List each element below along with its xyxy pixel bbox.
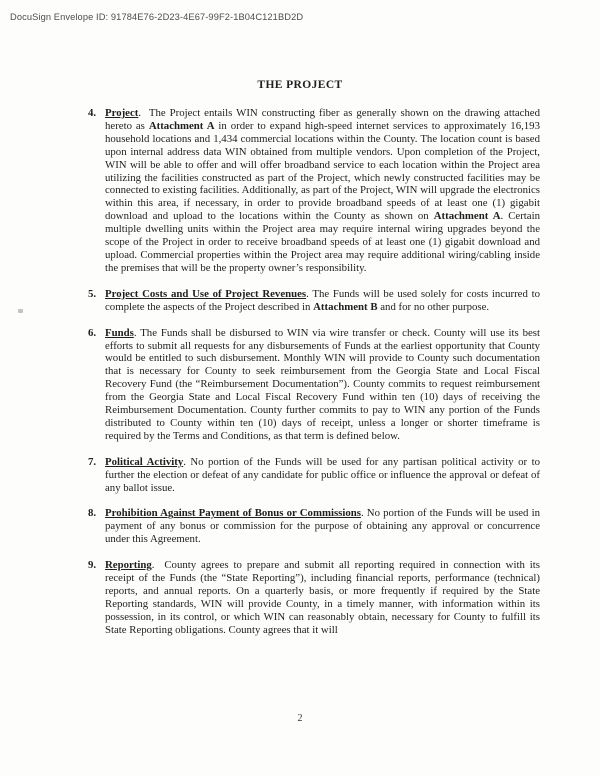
body-text: in order to expand high-speed internet services to approximately 16,193 household locations and 1,434 commercial locations within the County. The location count is based upon internal address data WIN obtained from multiple vendors. Upon completion of the Project, WIN will be able to offer and will offer broadband service to each location within the Project area utilizing the facilities constructed as part of the Project, which newly constructed facilities may be connected to existing facilities. Additionally, as part of the Project, WIN will upgrade the electronics within this area, if necessary, in order to provide broadband speeds of at least one (1) gigabit download and upload to the locations within the County as shown on (105, 119, 540, 223)
body-text: and for no other purpose. (377, 300, 490, 313)
section-heading: Funds (105, 326, 134, 339)
section-heading: Prohibition Against Payment of Bonus or Commissions (105, 507, 361, 520)
body-text: The Funds shall be disbursed to WIN via wire transfer or check. County will use its best efforts to submit all requests for any disbursements of Funds at the earliest opportunity that County would be entitled to such disbursement. Monthly WIN will provide to County such documentation that is necessary for County to seek reimbursement from the Georgia State and Local Fiscal Recovery Fund (the “Reimbursement Documentation”). County commits to request reimbursement from the Georgia State and Local Fiscal Recovery Fund within ten (10) days of receiving the Reimbursement Documentation. County further commits to pay to WIN any portion of the Funds distributed to County within ten (10) days of receipt, unless a longer or shorter timeframe is required by the Terms and Conditions, as that term is defined below. (105, 326, 540, 442)
section-paragraph: Prohibition Against Payment of Bonus or Commissions. No portion of the Funds will be used in payment of any bonus or commission for the purpose of obtaining any approval or concurrence under this Agreement. (105, 507, 540, 546)
section-heading: Political Activity (105, 455, 184, 468)
contract-section (88, 559, 540, 636)
body-text: No portion of the Funds will be used in payment of any bonus or commission for the purpose of obtaining any approval or concurrence under this Agreement. (105, 507, 540, 546)
bold-term: Attachment A (433, 210, 501, 223)
bold-term: Attachment B (313, 300, 378, 313)
section-paragraph: Project. The Project entails WIN constructing fiber as generally shown on the drawing attached hereto as Attachment A in order to expand high-speed internet services to approximately 16,193 household locations and 1,434 commercial locations within the County. The location count is based upon internal address data WIN obtained from multiple vendors. Upon completion of the Project, WIN will be able to offer and will offer broadband service to each location within the Project area utilizing the facilities constructed as part of the Project, which newly constructed facilities may be connected to existing facilities. Additionally, as part of the Project, WIN will upgrade the electronics within this area, if necessary, in order to provide broadband speeds of at least one (1) gigabit download and upload to the locations within the County as shown on Attachment A. Certain multiple dwelling units within the Project area may require internal wiring upgrades beyond the scope of the Project in order to receive broadband speeds of at least one (1) gigabit download and upload. Commercial properties within the Project area may require additional wiring/cabling inside the premises that will be the property owner’s responsibility. (105, 107, 540, 274)
contract-section (88, 288, 540, 314)
docusign-envelope-id: DocuSign Envelope ID: 91784E76-2D23-4E67-99F2-1B04C121BD2D (10, 12, 304, 22)
body-text: The Project entails WIN constructing fiber as generally shown on the drawing attached hereto as (105, 107, 540, 132)
contract-section (88, 456, 540, 495)
section-paragraph: Political Activity. No portion of the Funds will be used for any partisan political activity or to further the election or defeat of any candidate for public office or influence the approval or defeat of any ballot issue. (105, 455, 540, 494)
document-title: THE PROJECT (257, 79, 343, 91)
section-number: 4. (88, 107, 97, 119)
section-paragraph: Project Costs and Use of Project Revenues. The Funds will be used solely for costs incurred to complete the aspects of the Project described in Attachment B and for no other purpose. (105, 287, 540, 313)
contract-section (88, 107, 540, 275)
section-paragraph: Funds. The Funds shall be disbursed to WIN via wire transfer or check. County will use its best efforts to submit all requests for any disbursements of Funds at the earliest opportunity that County would be entitled to such disbursement. Monthly WIN will provide to County such documentation that is necessary for County to seek reimbursement from the Georgia State and Local Fiscal Recovery Fund (the “Reimbursement Documentation”). County commits to request reimbursement from the Georgia State and Local Fiscal Recovery Fund within ten (10) days of receiving the Reimbursement Documentation. County further commits to pay to WIN any portion of the Funds distributed to County within ten (10) days of receipt, unless a longer or shorter timeframe is required by the Terms and Conditions, as that term is defined below. (105, 326, 540, 442)
page-number: 2 (297, 713, 303, 724)
body-text: County agrees to prepare and submit all reporting required in connection with its receipt of the Funds (the “State Reporting”), including financial reports, performance (technical) reports, and annual reports. On a quarterly basis, or more frequently if required by the State Reporting standards, WIN will provide County, in a timely manner, with information within its possession, in its control, or which WIN can reasonably obtain, necessary for County to fulfill its State Reporting obligations. County agrees that it will (105, 559, 540, 636)
section-number: 9. (88, 559, 97, 572)
body-text: The Funds will be used solely for costs incurred to complete the aspects of the Project described in (105, 287, 540, 313)
bold-term: Attachment A (148, 119, 215, 132)
scan-artifact-speck (18, 309, 23, 313)
section-number: 5. (88, 287, 97, 300)
section-heading: Project (105, 107, 139, 119)
body-text: No portion of the Funds will be used for any partisan political activity or to further the election or defeat of any candidate for public office or influence the approval or defeat of any ballot issue. (105, 455, 540, 494)
document-body (88, 107, 540, 637)
section-number: 7. (88, 455, 97, 468)
body-text: . Certain multiple dwelling units within the Project area may require internal wiring upgrades beyond the scope of the Project in order to receive broadband speeds of at least one (1) gigabit download and upload. Commercial properties within the Project area may require additional wiring/cabling inside the premises that will be the property owner’s responsibility. (105, 210, 540, 274)
contract-section (88, 507, 540, 546)
section-paragraph: Reporting. County agrees to prepare and submit all reporting required in connection with its receipt of the Funds (the “State Reporting”), including financial reports, performance (technical) reports, and annual reports. On a quarterly basis, or more frequently if required by the State Reporting standards, WIN will provide County, in a timely manner, with information within its possession, in its control, or which WIN can reasonably obtain, necessary for County to fulfill its State Reporting obligations. County agrees that it will (105, 559, 540, 636)
section-heading: Project Costs and Use of Project Revenues (105, 287, 307, 300)
section-heading: Reporting (105, 559, 152, 572)
section-number: 6. (88, 326, 97, 339)
contract-section (88, 327, 540, 443)
section-number: 8. (88, 507, 97, 520)
